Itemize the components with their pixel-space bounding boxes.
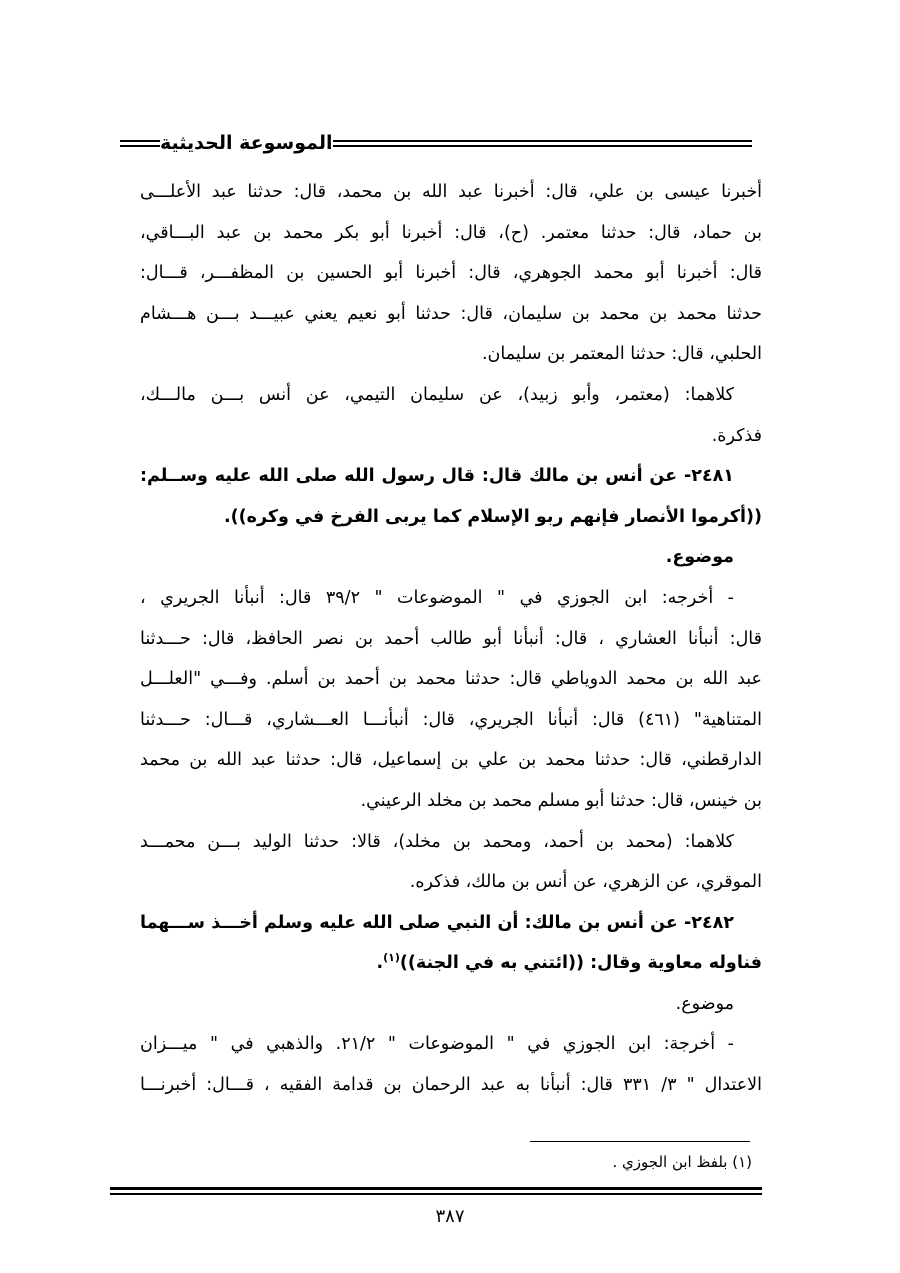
text-line: بن حماد، قال: حدثنا معتمر. (ح)، قال: أخبرنا أبو بكر محمد بن عبد البـــاقي،: [140, 222, 762, 243]
footnote: (١) بلفظ ابن الجوزي .: [612, 1153, 752, 1171]
text-line: - أخرجه: ابن الجوزي في " الموضوعات " ٣٩/٢ قال: أنبأنا الجريري ،: [140, 587, 734, 608]
text-line: ٢٤٨١- عن أنس بن مالك قال: قال رسول الله صلى الله عليه وســلم:: [140, 466, 734, 487]
text-line: المتناهية" (٤٦١) قال: أنبأنا الجريري، قال: أنبأنـــا العـــشاري، قـــال: حـــدثنا: [140, 709, 762, 730]
text-line: قال: أخبرنا أبو محمد الجوهري، قال: أخبرنا أبو الحسين بن المظفـــر، قـــال:: [140, 263, 762, 284]
paragraph-takhrij-2482: [140, 1024, 762, 1105]
text-line: حدثنا محمد بن محمد بن سليمان، قال: حدثنا أبو نعيم يعني عبيـــد بـــن هـــشام: [140, 303, 762, 324]
header-title: الموسوعة الحديثية: [160, 132, 333, 154]
text-line: كلاهما: (محمد بن أحمد، ومحمد بن مخلد)، قالا: حدثنا الوليد بـــن محمـــد: [140, 831, 734, 852]
text-line: الدارقطني، قال: حدثنا محمد بن علي بن إسماعيل، قال: حدثنا عبد الله بن محمد: [140, 750, 762, 771]
footer-rule: [110, 1187, 762, 1195]
page-header: [110, 126, 762, 160]
text-line: فذكرة.: [711, 425, 762, 446]
grading-2481: [140, 537, 762, 578]
header-rule-left: [120, 140, 160, 147]
page-body: [140, 172, 762, 1106]
text-line: ((أكرموا الأنصار فإنهم ربو الإسلام كما يربى الفرخ في وكره)).: [224, 506, 762, 527]
hadith-text: فناوله معاوية وقال: ((ائتني به في الجنة)): [399, 953, 762, 974]
footnote-ref: (١): [383, 951, 400, 965]
text-line: قال: أنبأنا العشاري ، قال: أنبأنا أبو طالب أحمد بن نصر الحافظ، قال: حـــدثنا: [140, 628, 762, 649]
text-line: الحلبي، قال: حدثنا المعتمر بن سليمان.: [481, 344, 762, 365]
text-line: عبد الله بن محمد الدوياطي قال: حدثنا محمد بن أحمد بن أسلم. وفـــي "العلـــل: [140, 669, 762, 690]
grading-text: موضوع.: [665, 547, 734, 568]
hadith-end-period: .: [376, 953, 384, 974]
grading-2482: [140, 984, 762, 1025]
hadith-2482: [140, 903, 762, 984]
text-line: الاعتدال " ٣/ ٣٣١ قال: أنبأنا به عبد الرحمان بن قدامة الفقيه ، قـــال: أخبرنـــا: [140, 1075, 763, 1096]
text-line: [140, 943, 762, 984]
footnote-separator: [530, 1141, 750, 1142]
paragraph-kilahuma-2: [140, 822, 762, 903]
text-line: أخبرنا عيسى بن علي، قال: أخبرنا عبد الله بن محمد، قال: حدثنا عبد الأعلـــى: [140, 182, 762, 202]
page-number: ٣٨٧: [435, 1206, 465, 1227]
paragraph-isnad-1: [140, 172, 762, 375]
header-rule-right: [333, 140, 753, 147]
text-line: ٢٤٨٢- عن أنس بن مالك: أن النبي صلى الله عليه وسلم أخـــذ ســـهما: [140, 912, 734, 933]
paragraph-takhrij-2481: [140, 578, 762, 822]
text-line: بن خينس، قال: حدثنا أبو مسلم محمد بن مخلد الرعيني.: [360, 790, 762, 811]
text-line: - أخرجة: ابن الجوزي في " الموضوعات " ٢١/٢. والذهبي في " ميـــزان: [140, 1034, 734, 1055]
grading-text: موضوع.: [675, 993, 734, 1014]
text-line: الموقري، عن الزهري، عن أنس بن مالك، فذكره.: [409, 872, 762, 893]
paragraph-kilahuma-1: [140, 375, 762, 456]
hadith-2481: [140, 456, 762, 537]
text-line: كلاهما: (معتمر، وأبو زبيد)، عن سليمان التيمي، عن أنس بـــن مالـــك،: [140, 384, 734, 405]
